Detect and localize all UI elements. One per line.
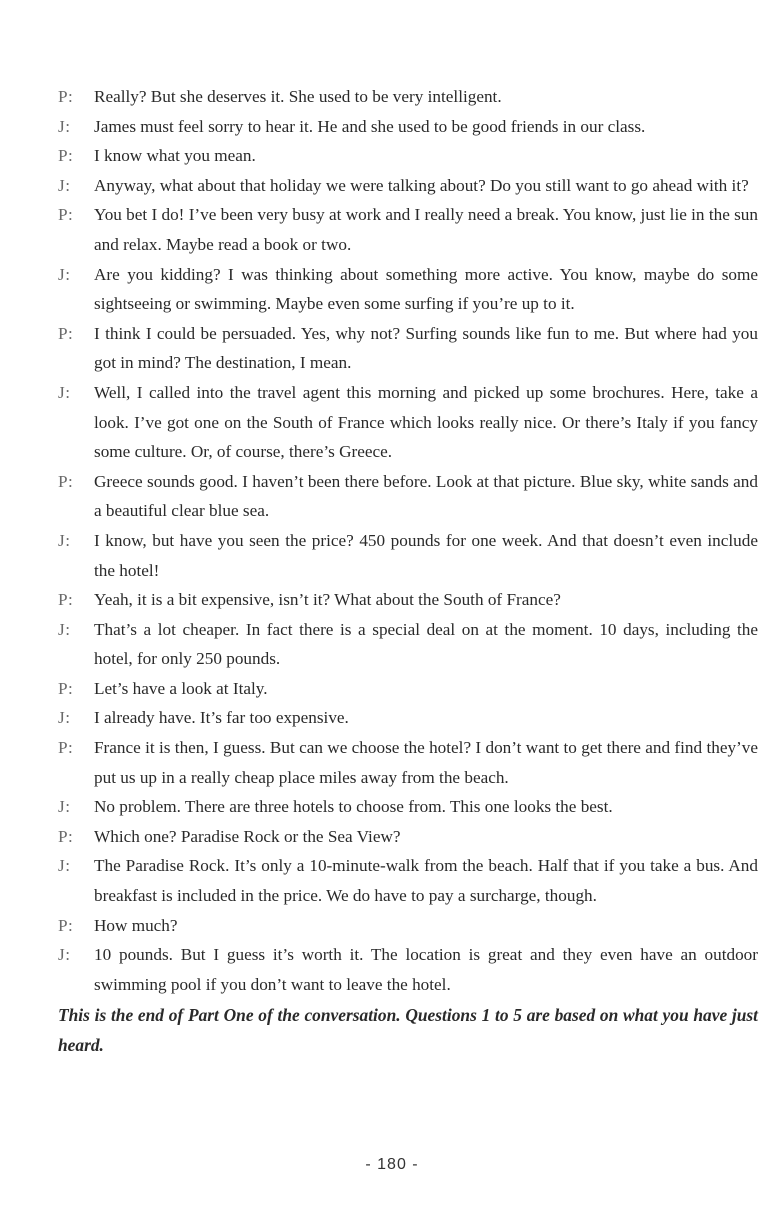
dialogue-line	[58, 733, 758, 792]
dialogue-line	[58, 171, 758, 201]
speaker-label: P:	[58, 323, 74, 343]
speaker-label: P:	[58, 146, 74, 166]
dialogue-transcript	[58, 82, 758, 1061]
dialogue-line	[58, 911, 758, 941]
dialogue-line	[58, 792, 758, 822]
dialogue-line	[58, 822, 758, 852]
dialogue-line	[58, 703, 758, 733]
speaker-label: P:	[58, 915, 74, 935]
line-text: Really? But she deserves it. She used to be very intelligent.	[94, 87, 502, 106]
line-text: How much?	[94, 915, 178, 935]
speaker-label: J:	[58, 264, 71, 284]
speaker-label: J:	[58, 619, 71, 639]
closing-note: This is the end of Part One of the conversation. Questions 1 to 5 are based on what you have just heard.	[58, 1005, 758, 1055]
line-text: I think I could be persuaded. Yes, why not? Surfing sounds like fun to me. But where had you got in mind? The destination, I mean.	[94, 323, 758, 373]
dialogue-line	[58, 467, 758, 526]
speaker-label: J:	[58, 797, 71, 817]
dialogue-line	[58, 940, 758, 999]
line-text: 10 pounds. But I guess it’s worth it. The location is great and they even have an outdoor swimming pool if you don’t want to leave the hotel.	[94, 945, 758, 994]
line-text: I know, but have you seen the price? 450 pounds for one week. And that doesn’t even include the hotel!	[94, 530, 758, 580]
dialogue-line	[58, 141, 758, 171]
speaker-label: J:	[58, 708, 71, 728]
speaker-label: P:	[58, 678, 74, 698]
speaker-label: J:	[58, 945, 71, 965]
line-text: Anyway, what about that holiday we were talking about? Do you still want to go ahead with it?	[94, 175, 749, 195]
dialogue-line	[58, 200, 758, 259]
line-text: You bet I do! I’ve been very busy at work and I really need a break. You know, just lie in the sun and relax. Maybe read a book or two.	[94, 205, 758, 254]
line-text: The Paradise Rock. It’s only a 10-minute-walk from the beach. Half that if you take a bus. And breakfast is included in the price. We do have to pay a surcharge, though.	[94, 856, 758, 906]
speaker-label: P:	[58, 590, 74, 610]
speaker-label: J:	[58, 856, 71, 876]
speaker-label: J:	[58, 382, 71, 402]
line-text: Let’s have a look at Italy.	[94, 678, 268, 698]
speaker-label: P:	[58, 87, 74, 106]
line-text: Yeah, it is a bit expensive, isn’t it? What about the South of France?	[94, 590, 561, 610]
line-text: Are you kidding? I was thinking about something more active. You know, maybe do some sightseeing or swimming. Maybe even some surfing if you’re up to it.	[94, 264, 758, 314]
dialogue-line	[58, 319, 758, 378]
line-text: I already have. It’s far too expensive.	[94, 708, 349, 728]
dialogue-line	[58, 260, 758, 319]
speaker-label: J:	[58, 175, 71, 195]
line-text: James must feel sorry to hear it. He and she used to be good friends in our class.	[94, 116, 646, 136]
line-text: Greece sounds good. I haven’t been there before. Look at that picture. Blue sky, white sands and a beautiful clear blue sea.	[94, 471, 758, 521]
line-text: Which one? Paradise Rock or the Sea View?	[94, 826, 401, 846]
dialogue-line	[58, 585, 758, 615]
speaker-label: P:	[58, 471, 74, 491]
dialogue-line	[58, 526, 758, 585]
line-text: Well, I called into the travel agent this morning and picked up some brochures. Here, take a look. I’ve got one on the South of France which looks really nice. Or there’s Italy if you fancy some culture. Or, of course, there’s Greece.	[94, 382, 758, 462]
dialogue-line	[58, 82, 758, 112]
line-text: France it is then, I guess. But can we choose the hotel? I don’t want to get there and find they’ve put us up in a really cheap place miles away from the beach.	[94, 738, 758, 787]
dialogue-line	[58, 615, 758, 674]
dialogue-line	[58, 851, 758, 910]
speaker-label: P:	[58, 826, 74, 846]
speaker-label: P:	[58, 205, 74, 225]
speaker-label: J:	[58, 530, 71, 550]
page-number: - 180 -	[365, 1156, 419, 1173]
dialogue-line	[58, 674, 758, 704]
dialogue-line	[58, 112, 758, 142]
line-text: No problem. There are three hotels to choose from. This one looks the best.	[94, 797, 613, 817]
dialogue-line	[58, 378, 758, 467]
line-text: That’s a lot cheaper. In fact there is a special deal on at the moment. 10 days, including the hotel, for only 250 pounds.	[94, 619, 758, 669]
line-text: I know what you mean.	[94, 146, 256, 166]
speaker-label: P:	[58, 738, 74, 758]
speaker-label: J:	[58, 116, 71, 136]
